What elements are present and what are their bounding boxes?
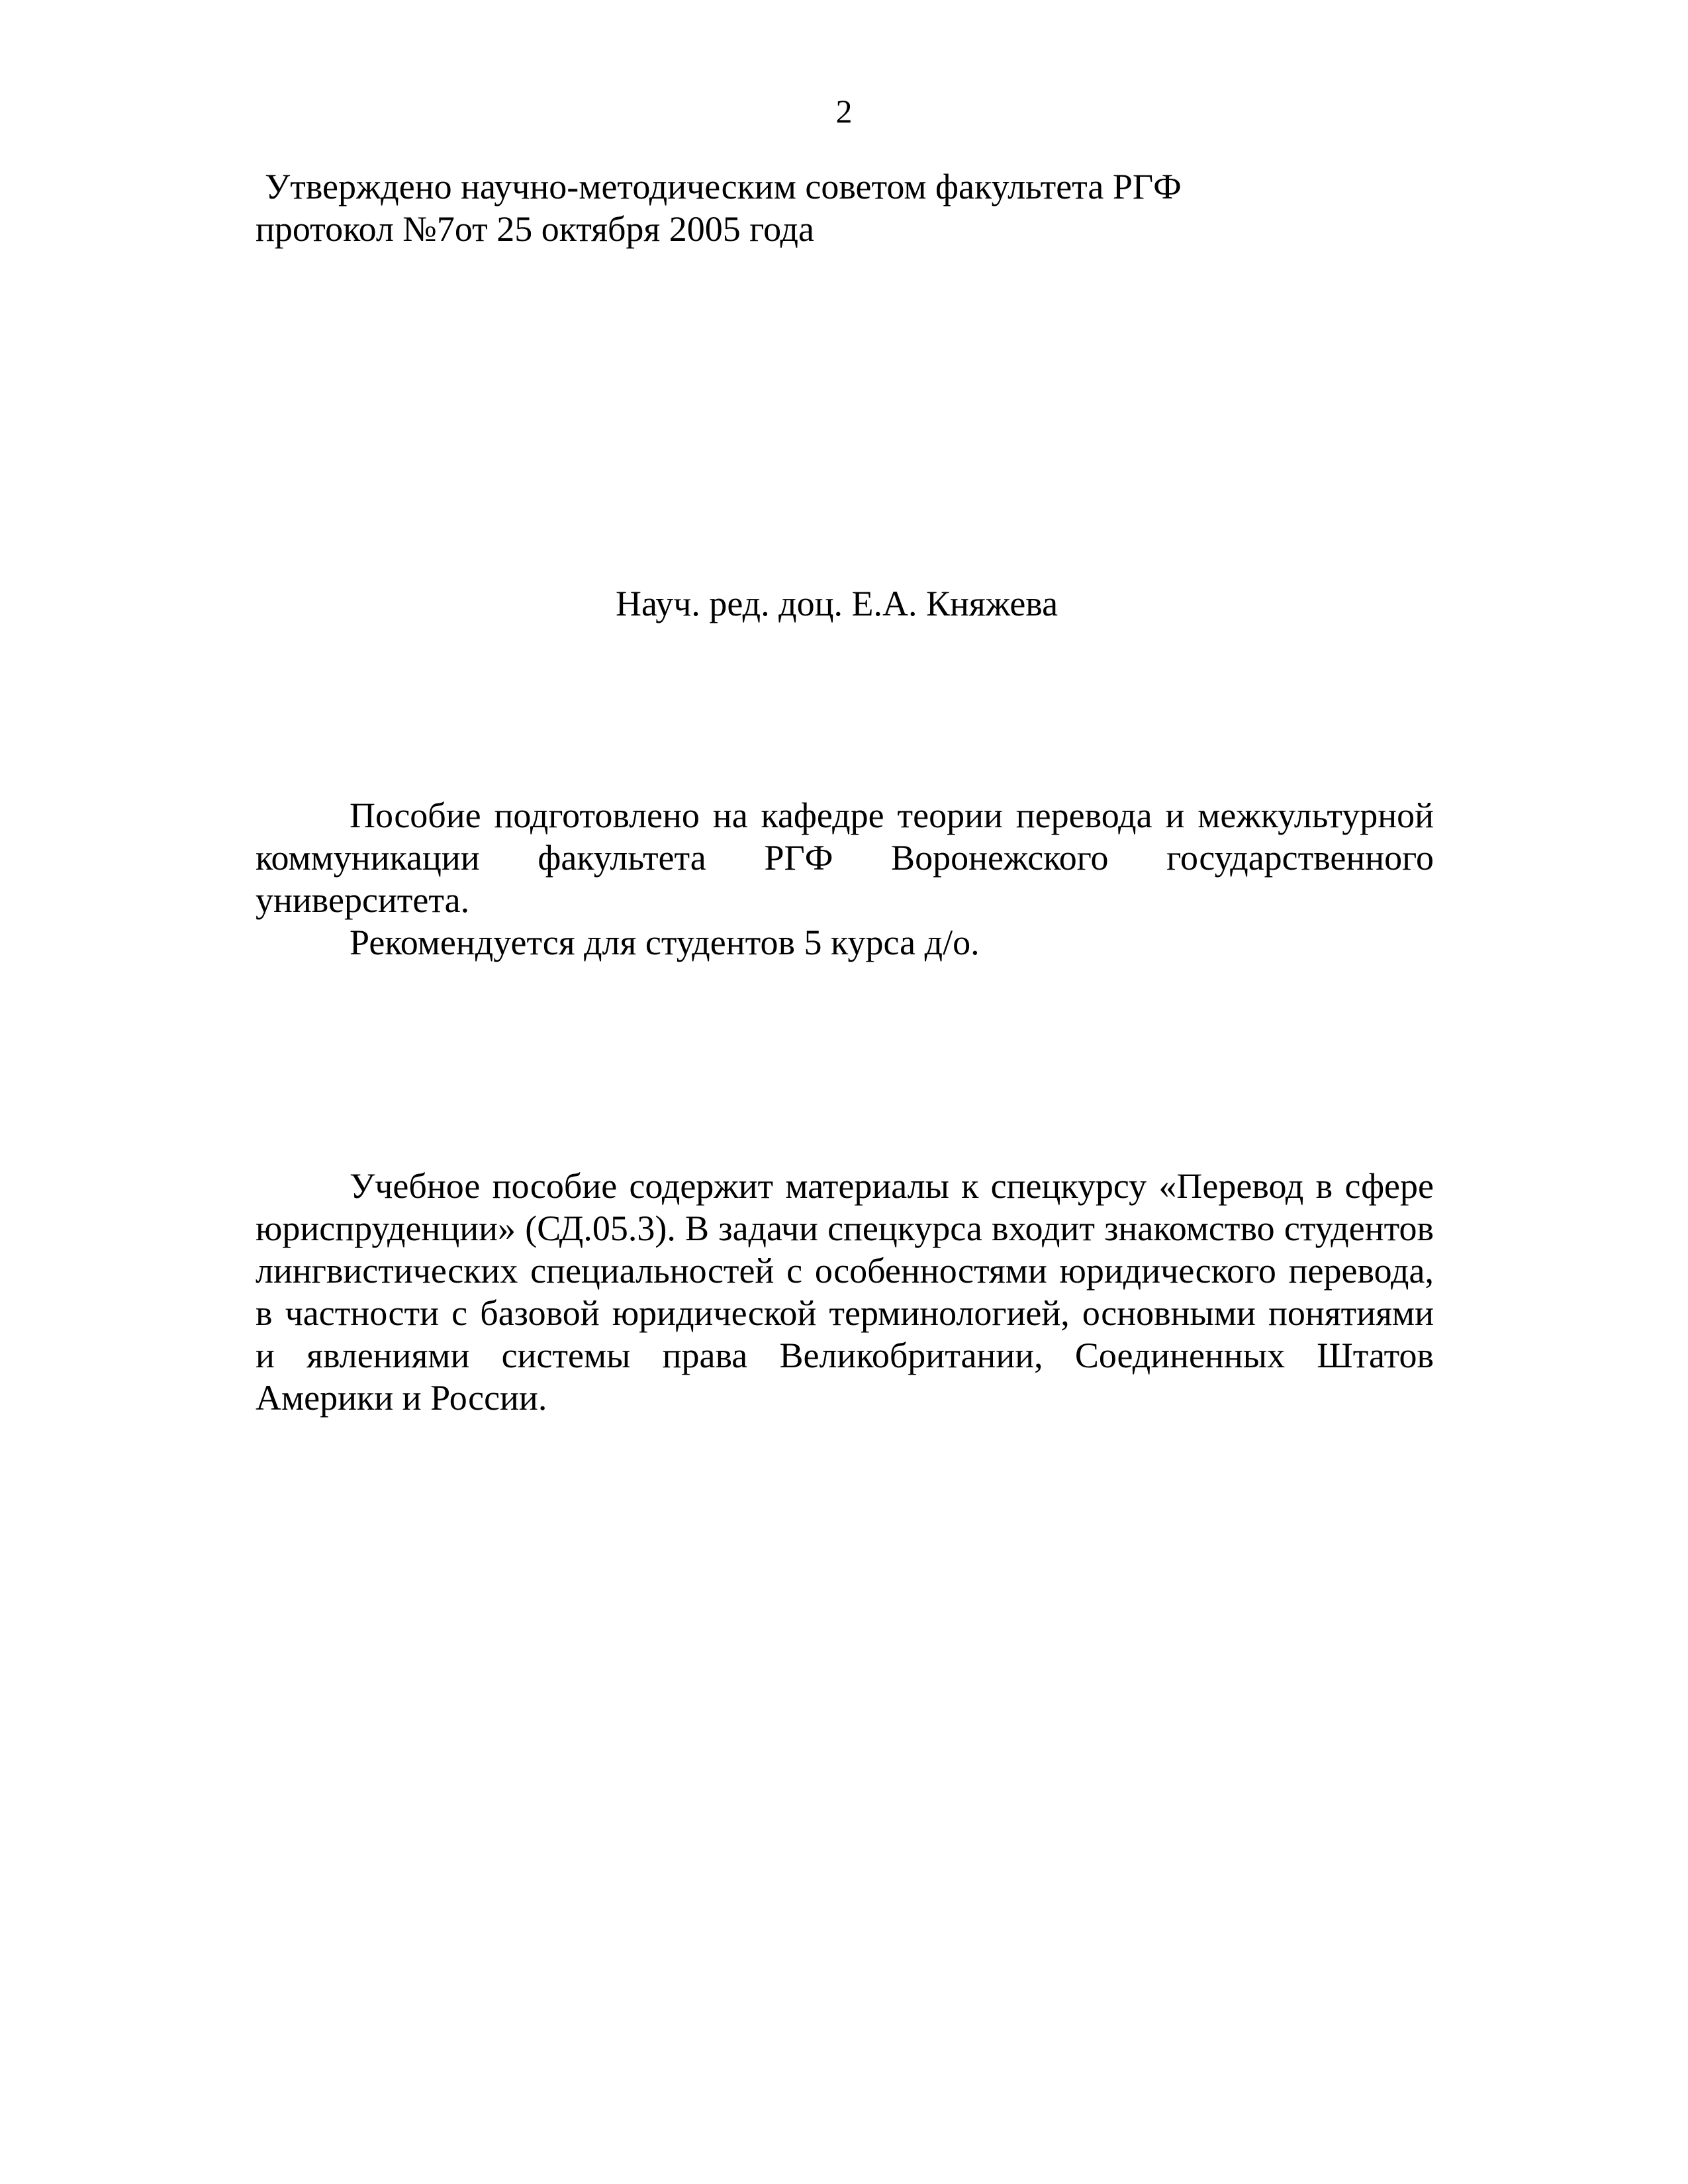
paragraph-prepared: Пособие подготовлено на кафедре теории перевода и межкультурной коммуникации факультета РГФ Воронежского государственного университета. [256, 796, 1434, 920]
approval-line-council: Утверждено научно-методическим советом факультета РГФ [265, 167, 1182, 206]
paragraph-recommended: Рекомендуется для студентов 5 курса д/о. [350, 923, 980, 962]
scientific-editor: Науч. ред. доц. Е.А. Княжева [616, 584, 1058, 623]
page-number: 2 [835, 93, 853, 130]
approval-note [256, 165, 1315, 250]
approval-line-protocol: протокол №7от 25 октября 2005 года [256, 209, 814, 249]
paragraph-contents: Учебное пособие содержит материалы к спецкурсу «Перевод в сфере юриспруденции» (СД.05.3). В задачи спецкурса входит знакомство студентов лингвистических специальностей с особенностями юридического перевода, в частности с базовой юридической терминологией, основными понятиями и явлениями системы права Великобритании, Соединенных Штатов Америки и России. [256, 1166, 1434, 1418]
